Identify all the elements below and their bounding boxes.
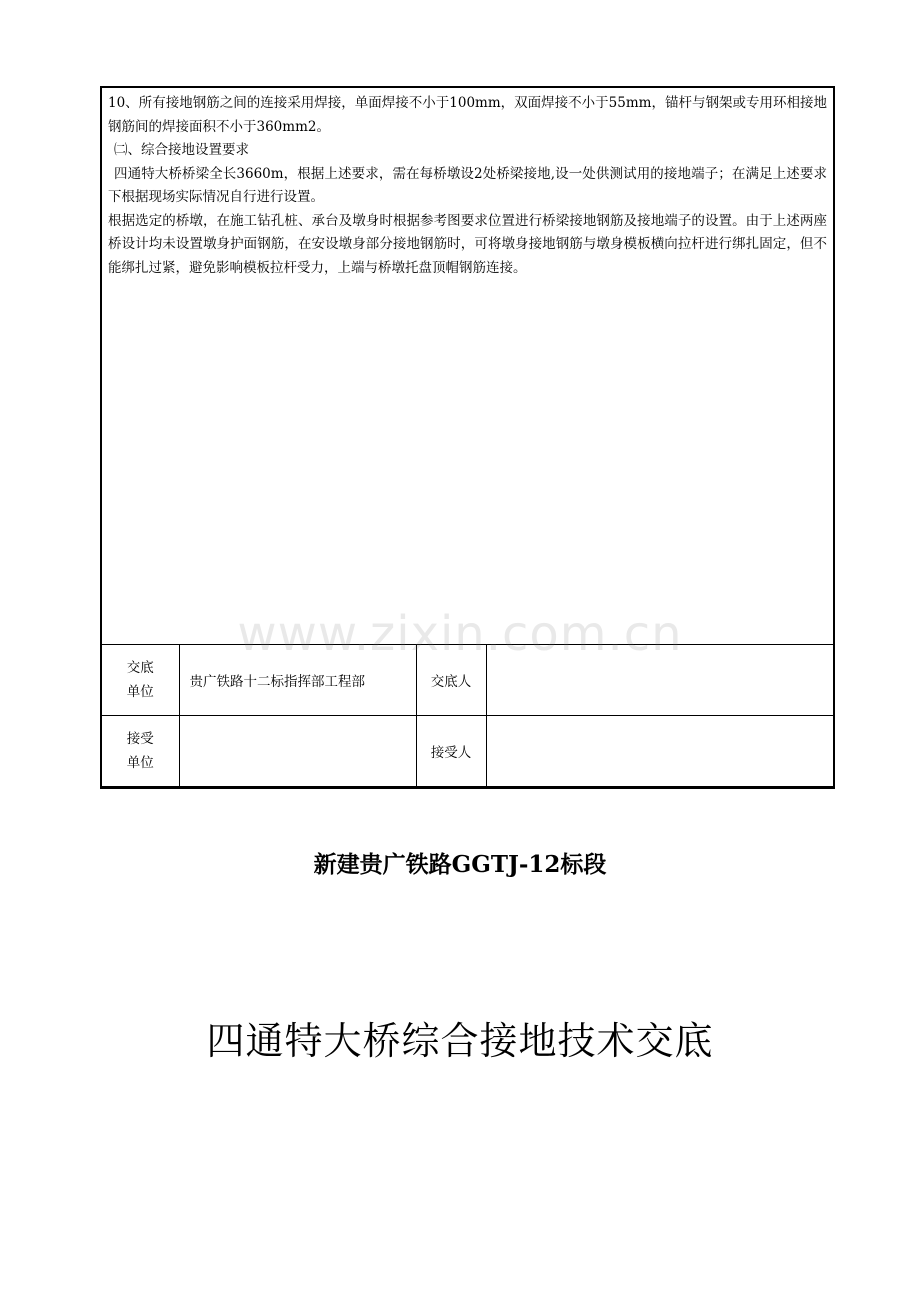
receive-unit-label-line2: 单位 [126, 755, 154, 771]
discloser-label: 交底人 [416, 645, 486, 716]
disclose-unit-label [101, 645, 179, 716]
paragraph-bridge-length: 四通特大桥桥梁全长3660m，根据上述要求，需在每桥墩设2处桥梁接地,设一处供测试用的接地端子；在满足上述要求下根据现场实际情况自行进行设置。 [108, 165, 827, 205]
receiver-label: 接受人 [416, 716, 486, 788]
discloser-value [486, 645, 834, 716]
disclosure-table [100, 86, 835, 789]
content-cell [101, 87, 834, 645]
paragraph-section-heading: ㈡、综合接地设置要求 [114, 142, 249, 158]
disclose-unit-label-line1: 交底 [126, 660, 154, 676]
signoff-row-disclose [101, 645, 834, 716]
disclose-unit-value: 贵广铁路十二标指挥部工程部 [179, 645, 416, 716]
content-row [101, 87, 834, 645]
disclose-unit-label-line2: 单位 [126, 684, 154, 700]
watermark: www.zixin.com.cn [237, 606, 683, 662]
signoff-row-receive [101, 716, 834, 788]
document-title: 四通特大桥综合接地技术交底 [206, 1019, 714, 1063]
receive-unit-label-line1: 接受 [126, 731, 154, 747]
receive-unit-label [101, 716, 179, 788]
paragraph-pier-setup: 根据选定的桥墩，在施工钻孔桩、承台及墩身时根据参考图要求位置进行桥梁接地钢筋及接地端子的设置。由于上述两座桥设计均未设置墩身护面钢筋，在安设墩身部分接地钢筋时，可将墩身接地钢筋与墩身模板横向拉杆进行绑扎固定，但不能绑扎过紧，避免影响模板拉杆受力，上端与桥墩托盘顶帽钢筋连接。 [108, 212, 827, 276]
receiver-value [486, 716, 834, 788]
paragraph-welding: 10、所有接地钢筋之间的连接采用焊接，单面焊接不小于100mm，双面焊接不小于55mm，锚杆与钢架或专用环相接地钢筋间的焊接面积不小于360mm2。 [108, 95, 827, 135]
receive-unit-value [179, 716, 416, 788]
section-title: 新建贵广铁路GGTJ-12标段 [313, 851, 607, 878]
